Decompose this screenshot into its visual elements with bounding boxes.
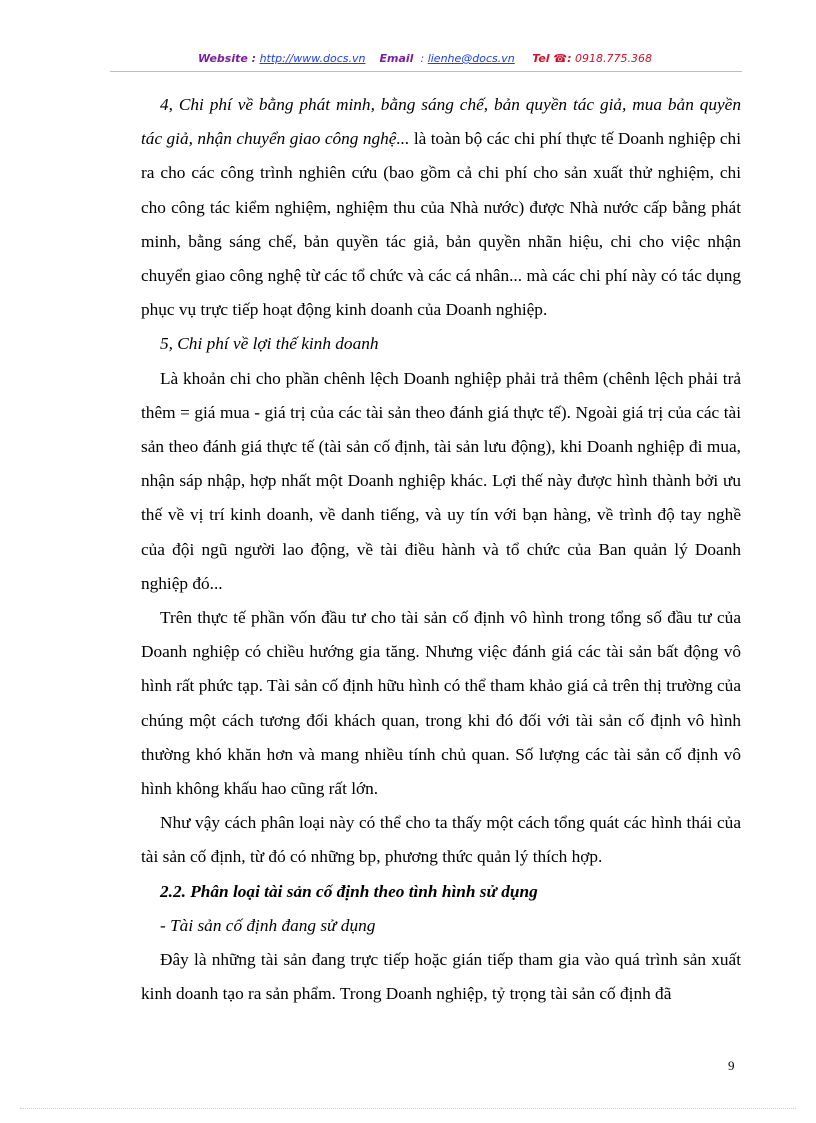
- tel-value: 0918.775.368: [574, 52, 652, 65]
- website-link[interactable]: http://www.docs.vn: [259, 52, 366, 65]
- paragraph-6: Đây là những tài sản đang trực tiếp hoặc gián tiếp tham gia vào quá trình sản xuất kinh doanh tạo ra sản phẩm. Trong Doanh nghiệp, tỷ trọng tài sản cố định đã: [141, 950, 741, 1004]
- sub-heading: - Tài sản cố định đang sử dụng: [160, 915, 376, 935]
- paragraph-1: [141, 88, 741, 327]
- paragraph-3: Là khoản chi cho phần chênh lệch Doanh nghiệp phải trả thêm (chênh lệch phải trả thêm = giá mua - giá trị của các tài sản theo đánh giá thực tế). Ngoài giá trị của các tài sản theo đánh giá thực tế (tài sản cố định, tài sản lưu động), khi Doanh nghiệp đi mua, nhận sáp nhập, hợp nhất một Doanh nghiệp khác. Lợi thế này được hình thành bởi ưu thế về vị trí kinh doanh, về danh tiếng, và uy tín với bạn hàng, về trình độ tay nghề của đội ngũ người lao động, về tài điều hành và tổ chức của Ban quản lý Doanh nghiệp đó...: [141, 368, 741, 593]
- subsection-heading-5: 5, Chi phí về lợi thế kinh doanh: [160, 334, 379, 354]
- page-header: [110, 52, 740, 65]
- email-separator: :: [420, 52, 425, 65]
- page-bottom-border: [20, 1108, 796, 1109]
- paragraph-5: Như vậy cách phân loại này có thể cho ta thấy một cách tổng quát các hình thái của tài sản cố định, từ đó có những bp, phương thức quản lý thích hợp.: [141, 813, 741, 867]
- page-number: 9: [728, 1058, 735, 1073]
- email-link[interactable]: lienhe@docs.vn: [427, 52, 515, 65]
- website-label: Website :: [198, 52, 257, 65]
- paragraph-4: Trên thực tế phần vốn đầu tư cho tài sản cố định vô hình trong tổng số đầu tư của Doanh nghiệp có chiều hướng gia tăng. Nhưng việc đánh giá các tài sản bất động vô hình rất phức tạp. Tài sản cố định hữu hình có thể tham khảo giá cả trên thị trường của chúng một cách tương đối khách quan, trong khi đó đối với tài sản cố định vô hình thường khó khăn hơn và mang nhiều tính chủ quan. Số lượng các tài sản cố định vô hình không khấu hao cũng rất lớn.: [141, 608, 741, 799]
- document-body: [141, 88, 741, 1011]
- tel-label: Tel ☎:: [532, 52, 572, 65]
- section-heading: 2.2. Phân loại tài sản cố định theo tình hình sử dụng: [160, 881, 538, 901]
- header-divider: [110, 71, 742, 72]
- paragraph-1-italic: 4, Chi phí về bằng phát minh, bằng sáng chế, bản quyền tác giả, mua bản quyền tác giả, nhận chuyển giao công nghệ...: [141, 95, 741, 149]
- email-label: Email: [379, 52, 414, 65]
- paragraph-1-text: là toàn bộ các chi phí thực tế Doanh nghiệp chi ra cho các công trình nghiên cứu (bao gồm cả chi phí cho sản xuất thử nghiệm, chi cho công tác kiểm nghiệm, nghiệm thu của Nhà nước) được Nhà nước cấp bằng phát minh, bằng sáng chế, bản quyền tác giả, bản quyền nhãn hiệu, chi cho việc nhận chuyển giao công nghệ từ các tổ chức và các cá nhân... mà các chi phí này có tác dụng phục vụ trực tiếp hoạt động kinh doanh của Doanh nghiệp.: [141, 129, 741, 320]
